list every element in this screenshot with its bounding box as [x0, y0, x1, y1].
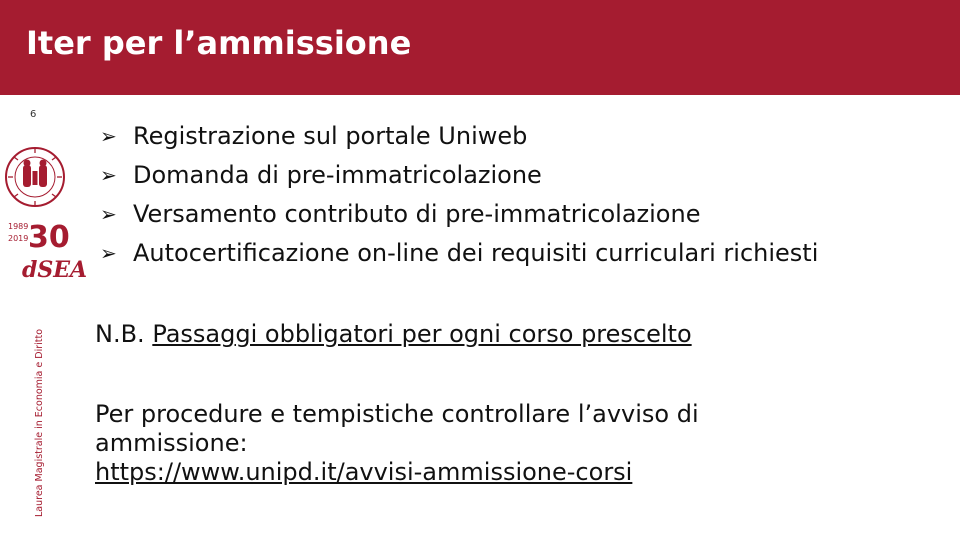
nb-text: Passaggi obbligatori per ogni corso prescelto: [152, 320, 692, 348]
logo-years-bottom: 2019: [8, 234, 29, 243]
logo-years-top: 1989: [8, 222, 29, 231]
vertical-caption: Laurea Magistrale in Economia e Diritto: [34, 328, 45, 517]
arrow-bullet-icon: ➢: [100, 241, 117, 265]
arrow-bullet-icon: ➢: [100, 163, 117, 187]
nb-prefix: N.B.: [95, 320, 153, 348]
list-item: [100, 117, 818, 156]
list-item-label: Registrazione sul portale Uniweb: [133, 122, 528, 150]
arrow-bullet-icon: ➢: [100, 202, 117, 226]
nb-note: [95, 320, 692, 348]
list-item: [100, 234, 818, 273]
arrow-bullet-icon: ➢: [100, 124, 117, 148]
list-item: [100, 195, 818, 234]
procedure-note-text: Per procedure e tempistiche controllare l’avviso di ammissione:: [95, 400, 699, 457]
admission-notice-link[interactable]: https://www.unipd.it/avvisi-ammissione-corsi: [95, 458, 633, 486]
list-item: [100, 156, 818, 195]
list-item-label: Domanda di pre-immatricolazione: [133, 161, 542, 189]
slide-number: 6: [30, 109, 37, 120]
steps-list: [100, 117, 818, 273]
logo-name: dSEA: [22, 257, 88, 283]
dsea-30-logo: [6, 213, 88, 283]
procedure-note: [95, 400, 855, 487]
slide-title: Iter per l’ammissione: [26, 24, 412, 62]
list-item-label: Versamento contributo di pre-immatricolazione: [133, 200, 701, 228]
university-seal-icon: [4, 143, 66, 211]
header-bar: [0, 0, 960, 95]
list-item-label: Autocertificazione on-line dei requisiti curriculari richiesti: [133, 239, 819, 267]
logo-big-number: 30: [28, 220, 70, 255]
